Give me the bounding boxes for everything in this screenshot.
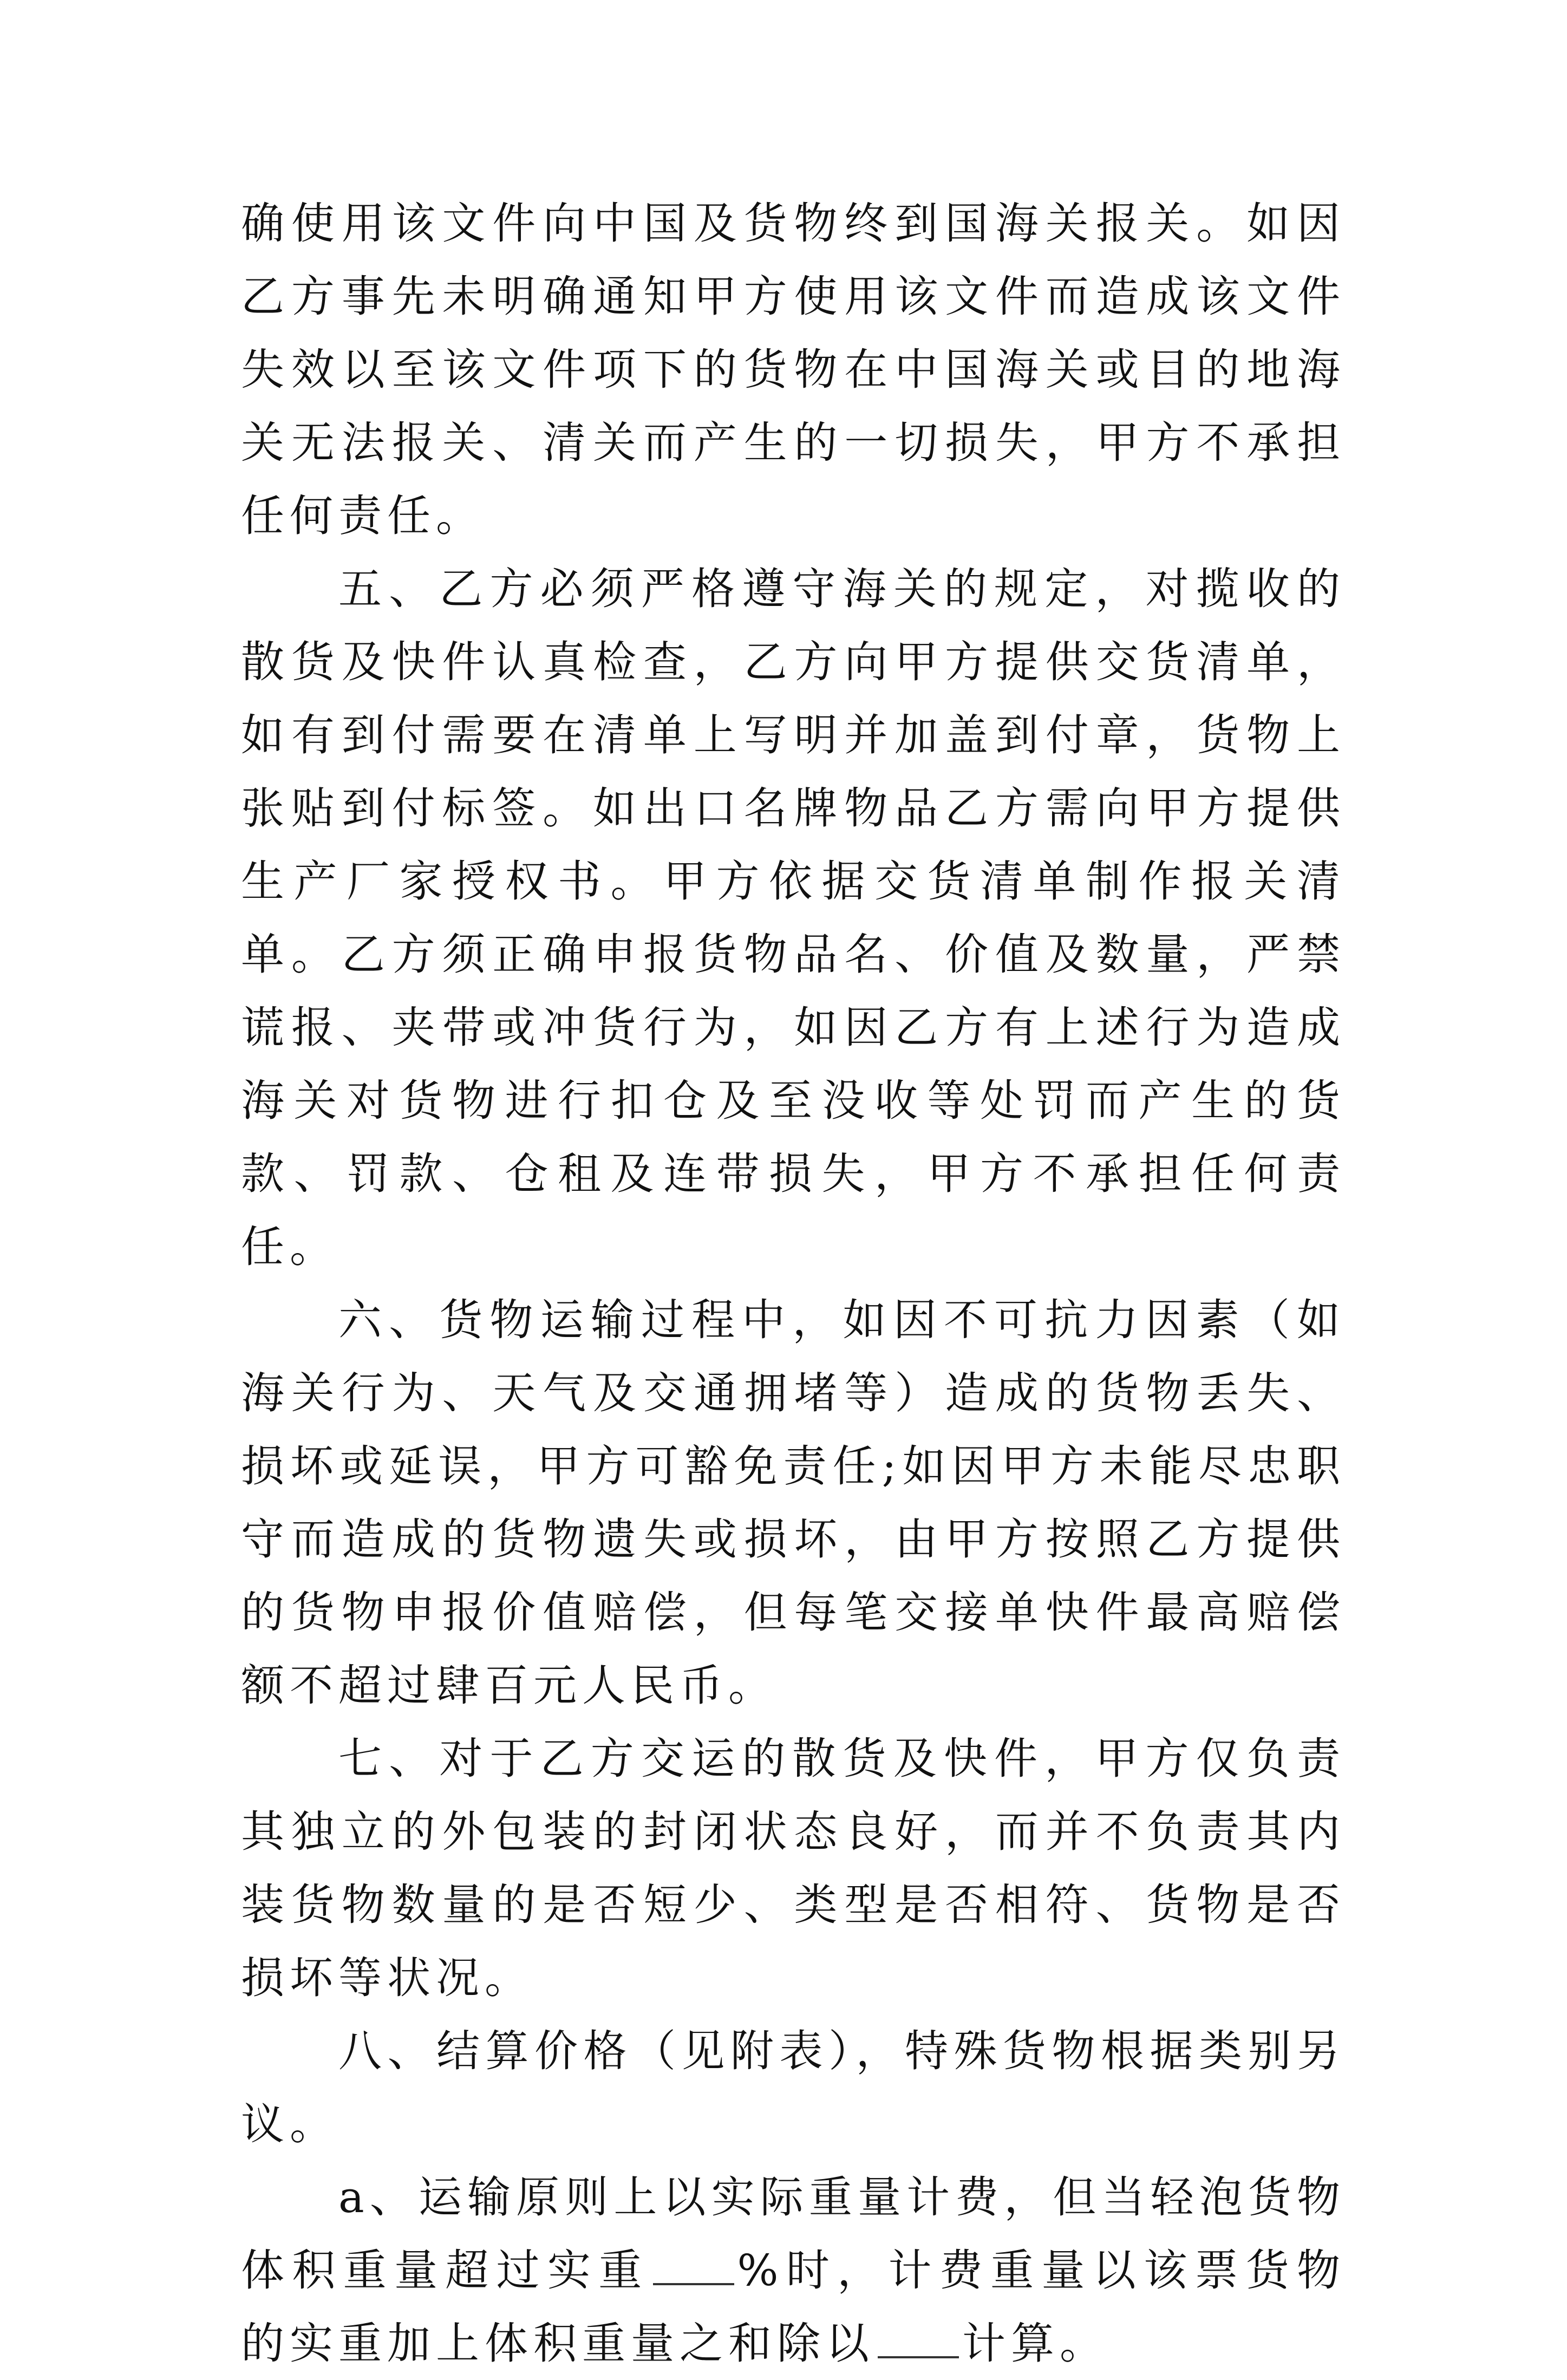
paragraph-clause-7: 七、对于乙方交运的散货及快件，甲方仅负责其独立的外包装的封闭状态良好，而并不负责其内装货物数量的是否短少、类型是否相符、货物是否损坏等状况。: [241, 1733, 1346, 2003]
clause-8a-text-2: %时，计费重量以该票货物的实重加上体积重量之和除以: [241, 2245, 1346, 2369]
paragraph-continuation: 确使用该文件向中国及货物终到国海关报关。如因乙方事先未明确通知甲方使用该文件而造成该文件失效以至该文件项下的货物在中国海关或目的地海关无法报关、清关而产生的一切损失，甲方不承担任何责任。: [241, 198, 1346, 541]
blank-percentage-field[interactable]: [653, 2245, 734, 2285]
clause-8a-text-1: a、运输原则上以实际重量计费，但当轻泡货物体积重量超过实重: [241, 2172, 1346, 2296]
paragraph-clause-8a: [241, 2161, 1346, 2380]
paragraph-clause-8: 八、结算价格（见附表），特殊货物根据类别另议。: [241, 2026, 1346, 2149]
contract-text: [241, 187, 1346, 2380]
clause-8a-text-3: 计算。: [962, 2318, 1108, 2369]
paragraph-clause-5: 五、乙方必须严格遵守海关的规定，对揽收的散货及快件认真检查，乙方向甲方提供交货清单，如有到付需要在清单上写明并加盖到付章，货物上张贴到付标签。如出口名牌物品乙方需向甲方提供生产厂家授权书。甲方依据交货清单制作报关清单。乙方须正确申报货物品名、价值及数量，严禁谎报、夹带或冲货行为，如因乙方有上述行为造成海关对货物进行扣仓及至没收等处罚而产生的货款、罚款、仓租及连带损失，甲方不承担任何责任。: [241, 564, 1346, 1272]
blank-divisor-field[interactable]: [878, 2318, 959, 2358]
paragraph-clause-6: 六、货物运输过程中，如因不可抗力因素（如海关行为、天气及交通拥堵等）造成的货物丢失、损坏或延误，甲方可豁免责任;如因甲方未能尽忠职守而造成的货物遗失或损坏，由甲方按照乙方提供的货物申报价值赔偿，但每笔交接单快件最高赔偿额不超过肆百元人民币。: [241, 1295, 1346, 1711]
